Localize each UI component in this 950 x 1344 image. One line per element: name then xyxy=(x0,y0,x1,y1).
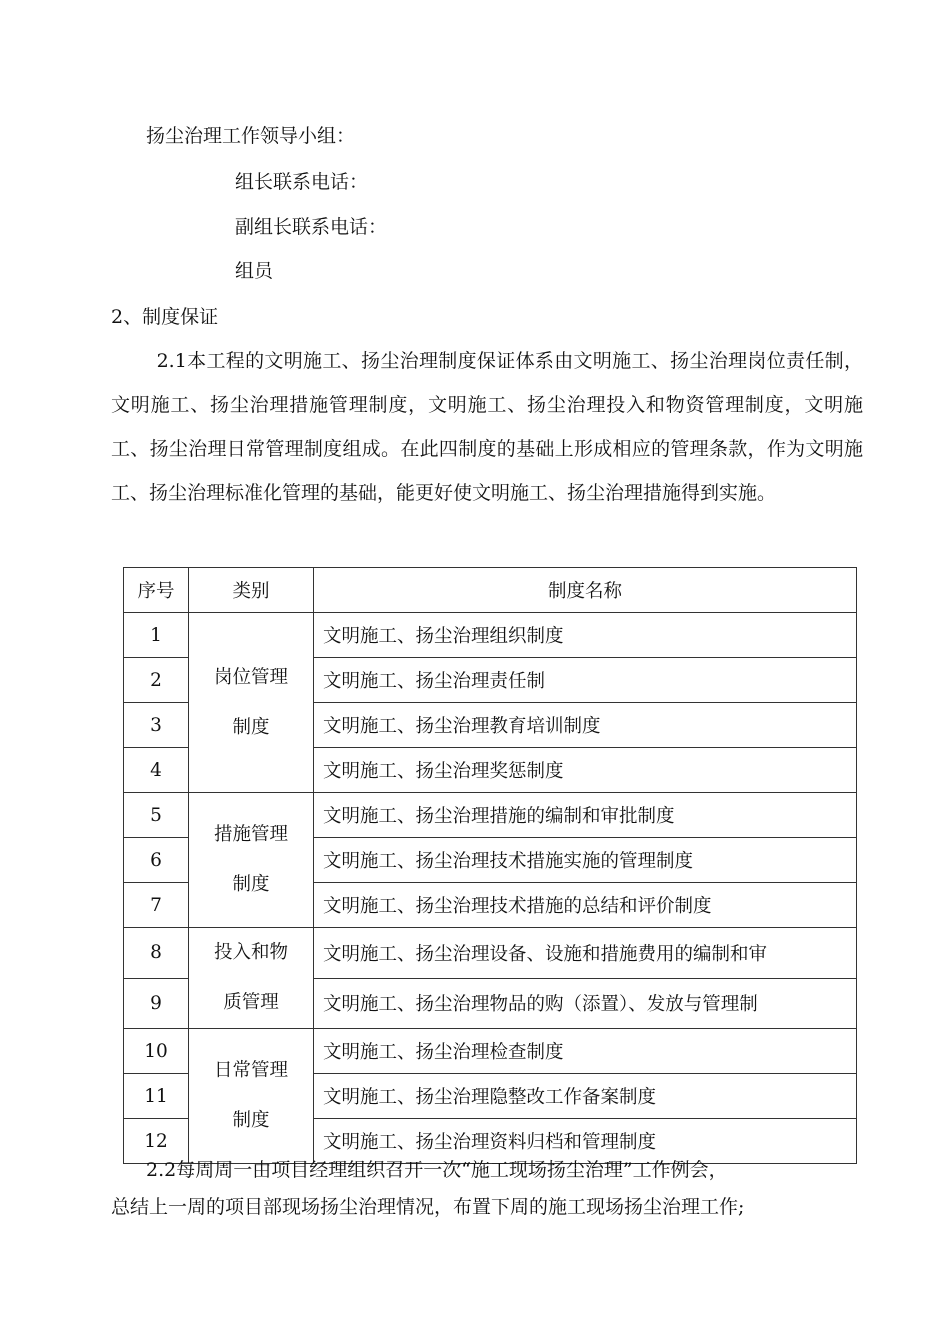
section-intro-paragraph: 2.1本工程的文明施工、扬尘治理制度保证体系由文明施工、扬尘治理岗位责任制，文明施工、扬尘治理措施管理制度，文明施工、扬尘治理投入和物资管理制度，文明施工、扬尘治理日常管理制度组成。在此四制度的基础上形成相应的管理条款，作为文明施工、扬尘治理标准化管理的基础，能更好使文明施工、扬尘治理措施得到实施。 xyxy=(111,350,863,504)
system-name: 文明施工、扬尘治理教育培训制度 xyxy=(314,703,857,748)
category-cell xyxy=(189,1029,314,1164)
category-line: 岗位管理 xyxy=(213,666,288,688)
system-name: 文明施工、扬尘治理检查制度 xyxy=(314,1029,857,1074)
row-number: 4 xyxy=(124,748,189,793)
row-number: 5 xyxy=(124,793,189,838)
system-name: 文明施工、扬尘治理技术措施实施的管理制度 xyxy=(314,838,857,883)
category-line: 措施管理 xyxy=(213,824,288,845)
table-row xyxy=(124,928,857,979)
system-name: 文明施工、扬尘治理资料归档和管理制度 xyxy=(314,1119,857,1164)
table-row xyxy=(124,1029,857,1074)
row-number: 6 xyxy=(124,838,189,883)
category-line: 制度 xyxy=(232,1110,270,1131)
category-cell xyxy=(189,928,314,1029)
category-line: 投入和物 xyxy=(213,942,288,963)
row-number: 3 xyxy=(124,703,189,748)
system-name: 文明施工、扬尘治理技术措施的总结和评价制度 xyxy=(314,883,857,928)
row-number: 8 xyxy=(124,928,189,979)
table-row xyxy=(124,793,857,838)
row-number: 11 xyxy=(124,1074,189,1119)
leader-phone-label: 组长联系电话： xyxy=(235,171,369,193)
category-cell xyxy=(189,613,314,793)
system-name: 文明施工、扬尘治理责任制 xyxy=(314,658,857,703)
table-header-row xyxy=(124,568,857,613)
system-table xyxy=(123,567,857,1164)
system-name: 文明施工、扬尘治理物品的购（添置）、发放与管理制 xyxy=(314,978,857,1029)
header-category: 类别 xyxy=(189,568,314,613)
row-number: 9 xyxy=(124,978,189,1029)
section-2-2-line-1: 2.2每周周一由项目经理组织召开一次“施工现场扬尘治理”工作例会， xyxy=(146,1159,728,1181)
category-line: 制度 xyxy=(232,874,270,895)
system-name: 文明施工、扬尘治理奖惩制度 xyxy=(314,748,857,793)
row-number: 1 xyxy=(124,613,189,658)
row-number: 12 xyxy=(124,1119,189,1164)
system-name: 文明施工、扬尘治理措施的编制和审批制度 xyxy=(314,793,857,838)
header-name: 制度名称 xyxy=(314,568,857,613)
row-number: 7 xyxy=(124,883,189,928)
system-name: 文明施工、扬尘治理设备、设施和措施费用的编制和审 xyxy=(314,928,857,979)
table-row xyxy=(124,613,857,658)
system-name: 文明施工、扬尘治理隐整改工作备案制度 xyxy=(314,1074,857,1119)
section-2-2-line-2: 总结上一周的项目部现场扬尘治理情况，布置下周的施工现场扬尘治理工作; xyxy=(111,1196,745,1218)
group-title: 扬尘治理工作领导小组： xyxy=(146,125,356,147)
category-line: 质管理 xyxy=(223,992,279,1013)
row-number: 10 xyxy=(124,1029,189,1074)
header-no: 序号 xyxy=(124,568,189,613)
category-line: 日常管理 xyxy=(213,1060,288,1081)
deputy-phone-label: 副组长联系电话： xyxy=(235,216,388,238)
system-name: 文明施工、扬尘治理组织制度 xyxy=(314,613,857,658)
category-line: 制度 xyxy=(232,716,270,738)
category-cell xyxy=(189,793,314,928)
row-number: 2 xyxy=(124,658,189,703)
section-heading: 2、制度保证 xyxy=(111,306,219,328)
members-label: 组员 xyxy=(235,260,274,282)
